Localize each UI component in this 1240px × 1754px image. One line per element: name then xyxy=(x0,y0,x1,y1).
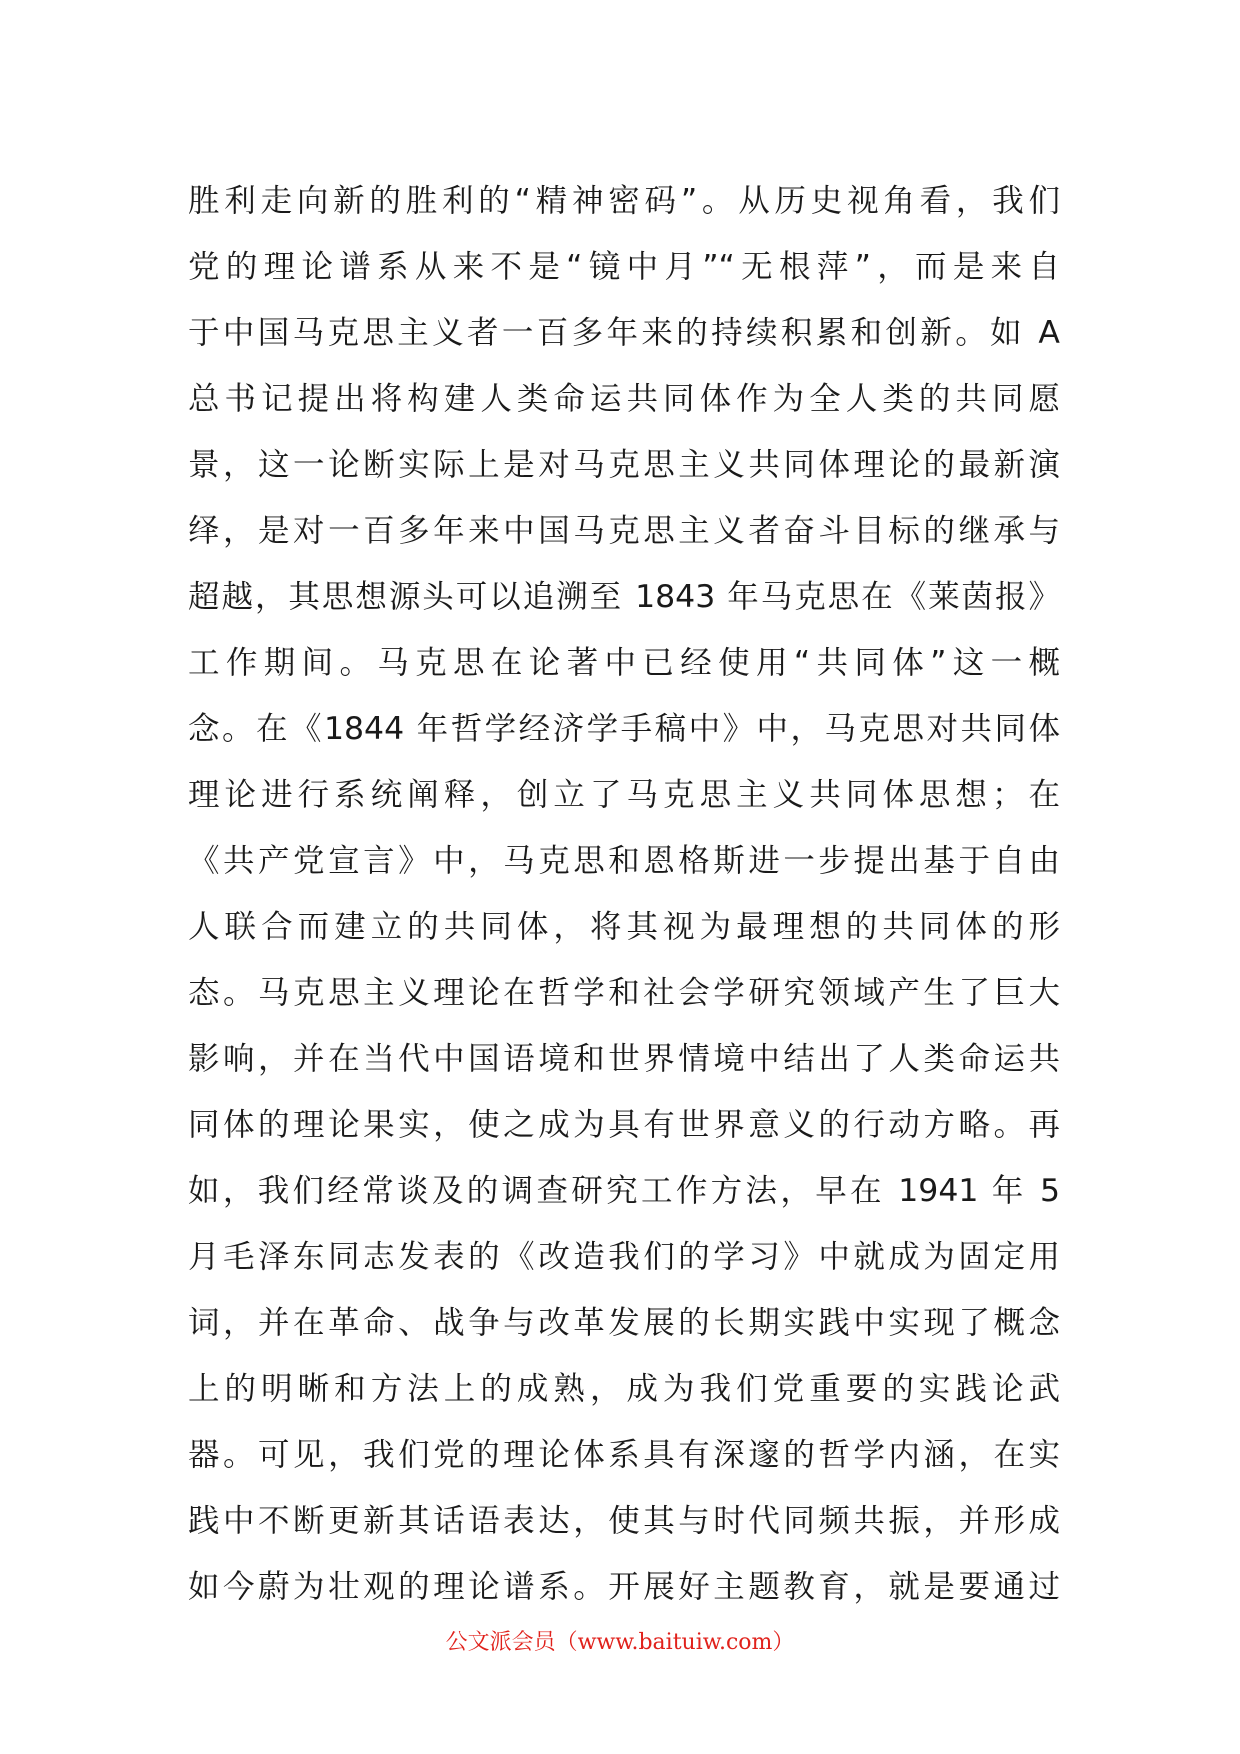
text-line: 人联合而建立的共同体，将其视为最理想的共同体的形 xyxy=(188,909,1060,945)
text-line: 党的理论谱系从来不是“镜中月”“无根萍”，而是来自 xyxy=(188,249,1060,285)
text-line: 影响，并在当代中国语境和世界情境中结出了人类命运共 xyxy=(188,1041,1060,1077)
text-line: 总书记提出将构建人类命运共同体作为全人类的共同愿 xyxy=(188,381,1060,417)
footer-watermark-text: 公文派会员（www.baituiw.com） xyxy=(445,1630,795,1655)
text-line: 超越，其思想源头可以追溯至 1843 年马克思在《莱茵报》 xyxy=(188,579,1060,615)
text-line: 践中不断更新其话语表达，使其与时代同频共振，并形成 xyxy=(188,1503,1060,1539)
text-line: 于中国马克思主义者一百多年来的持续积累和创新。如 A xyxy=(188,315,1060,351)
text-line: 如，我们经常谈及的调查研究工作方法，早在 1941 年 5 xyxy=(188,1173,1060,1209)
text-line: 态。马克思主义理论在哲学和社会学研究领域产生了巨大 xyxy=(188,975,1060,1011)
text-line: 工作期间。马克思在论著中已经使用“共同体”这一概 xyxy=(188,645,1060,681)
text-line: 绎，是对一百多年来中国马克思主义者奋斗目标的继承与 xyxy=(188,513,1060,549)
text-line: 念。在《1844 年哲学经济学手稿中》中，马克思对共同体 xyxy=(188,711,1060,747)
text-line: 《共产党宣言》中，马克思和恩格斯进一步提出基于自由 xyxy=(188,843,1060,879)
text-line: 胜利走向新的胜利的“精神密码”。从历史视角看，我们 xyxy=(188,183,1060,219)
text-line: 如今蔚为壮观的理论谱系。开展好主题教育，就是要通过 xyxy=(188,1569,1060,1605)
text-line: 月毛泽东同志发表的《改造我们的学习》中就成为固定用 xyxy=(188,1239,1060,1275)
text-line: 同体的理论果实，使之成为具有世界意义的行动方略。再 xyxy=(188,1107,1060,1143)
text-line: 器。可见，我们党的理论体系具有深邃的哲学内涵，在实 xyxy=(188,1437,1060,1473)
text-line: 景，这一论断实际上是对马克思主义共同体理论的最新演 xyxy=(188,447,1060,483)
text-line: 词，并在革命、战争与改革发展的长期实践中实现了概念 xyxy=(188,1305,1060,1341)
text-line: 理论进行系统阐释，创立了马克思主义共同体思想；在 xyxy=(188,777,1060,813)
body-paragraph xyxy=(188,168,1060,1620)
text-line: 上的明晰和方法上的成熟，成为我们党重要的实践论武 xyxy=(188,1371,1060,1407)
